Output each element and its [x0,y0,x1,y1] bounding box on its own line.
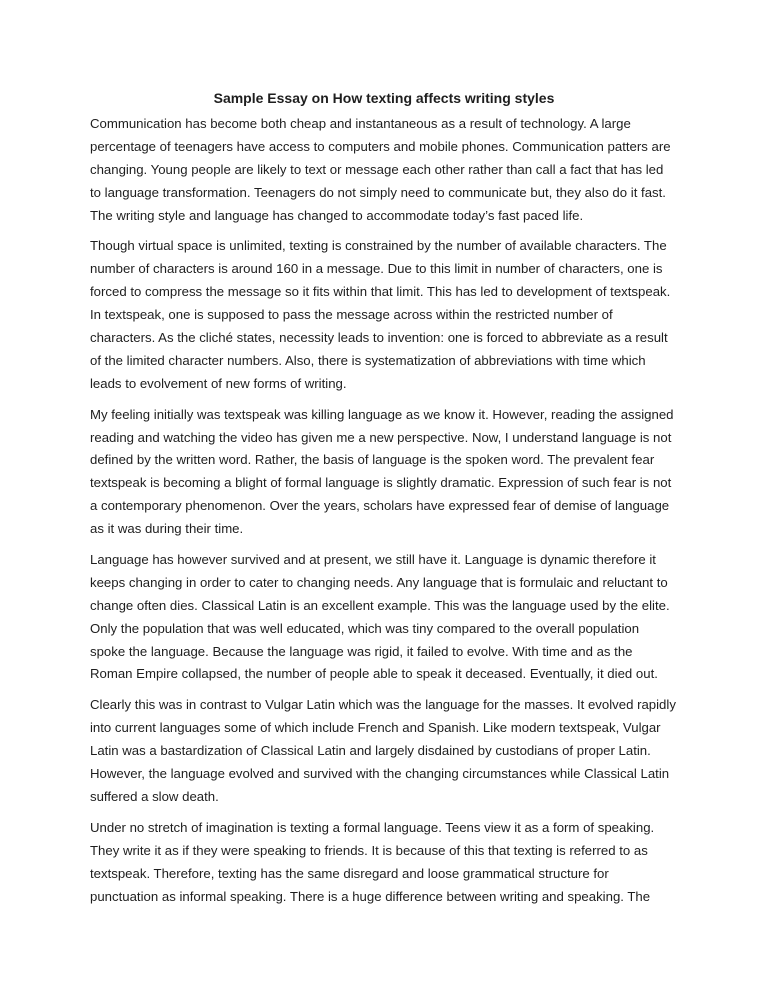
text-line: of the limited character numbers. Also, there is systematization of abbreviations with time which [90,352,646,368]
text-line: Roman Empire collapsed, the number of people able to speak it deceased. Eventually, it died out. [90,666,658,682]
text-line: In textspeak, one is supposed to pass the message across within the restricted number of [90,307,613,323]
text-line: defined by the written word. Rather, the basis of language is the spoken word. The prevalent fear [90,452,655,468]
text-line: keeps changing in order to cater to changing needs. Any language that is formulaic and reluctant to [90,574,668,590]
text-line: Though virtual space is unlimited, texting is constrained by the number of available characters. The [90,238,667,254]
text-line: as it was during their time. [90,521,244,537]
text-line: Latin was a bastardization of Classical Latin and largely disdained by custodians of proper Latin. [90,743,651,759]
text-line: Under no stretch of imagination is texting a formal language. Teens view it as a form of speaking. [90,819,655,835]
text-line: They write it as if they were speaking to friends. It is because of this that texting is referred to as [90,842,648,858]
paragraph [90,694,690,808]
text-line: Language has however survived and at present, we still have it. Language is dynamic therefore it [90,552,656,568]
text-line: forced to compress the message so it fits within that limit. This has led to development of textspeak. [90,284,671,300]
text-line: textspeak. Therefore, texting has the same disregard and loose grammatical structure for [90,865,609,881]
paragraph [90,235,690,395]
text-line: punctuation as informal speaking. There is a huge difference between writing and speaking. The [90,888,651,904]
text-line: characters. As the cliché states, necessity leads to invention: one is forced to abbreviate as a result [90,330,668,346]
text-line: reading and watching the video has given me a new perspective. Now, I understand language is not [90,429,672,445]
text-line: changing. Young people are likely to text or message each other rather than call a fact that has led [90,161,664,177]
paragraph [90,404,690,541]
text-line: However, the language evolved and survived with the changing circumstances while Classical Latin [90,766,670,782]
text-line: The writing style and language has changed to accommodate today’s fast paced life. [90,207,584,223]
text-line: textspeak is becoming a blight of formal language is slightly dramatic. Expression of such fear is not [90,475,672,491]
document-title: Sample Essay on How texting affects writing styles [213,90,555,106]
paragraph [90,549,690,686]
paragraph [90,113,690,227]
text-line: change often dies. Classical Latin is an excellent example. This was the language used by the elite. [90,597,670,613]
text-line: Communication has become both cheap and instantaneous as a result of technology. A large [90,116,631,131]
text-line: My feeling initially was textspeak was killing language as we know it. However, reading the assigned [90,406,674,422]
text-line: to language transformation. Teenagers do not simply need to communicate but, they also do it fast. [90,184,666,200]
text-line: a contemporary phenomenon. Over the years, scholars have expressed fear of demise of language [90,498,670,514]
text-line: suffered a slow death. [90,788,219,804]
text-line: into current languages some of which include French and Spanish. Like modern textspeak, Vulgar [90,720,661,736]
text-line: spoke the language. Because the language was rigid, it failed to evolve. With time and as the [90,643,633,659]
paragraph [90,817,690,909]
text-line: percentage of teenagers have access to computers and mobile phones. Communication patters are [90,138,671,154]
text-line: Only the population that was well educated, which was tiny compared to the overall population [90,620,640,636]
text-line: Clearly this was in contrast to Vulgar Latin which was the language for the masses. It evolved rapidly [90,697,676,713]
text-line: leads to evolvement of new forms of writing. [90,375,347,391]
document-body [90,113,690,916]
text-line: number of characters is around 160 in a message. Due to this limit in number of characters, one is [90,261,663,277]
